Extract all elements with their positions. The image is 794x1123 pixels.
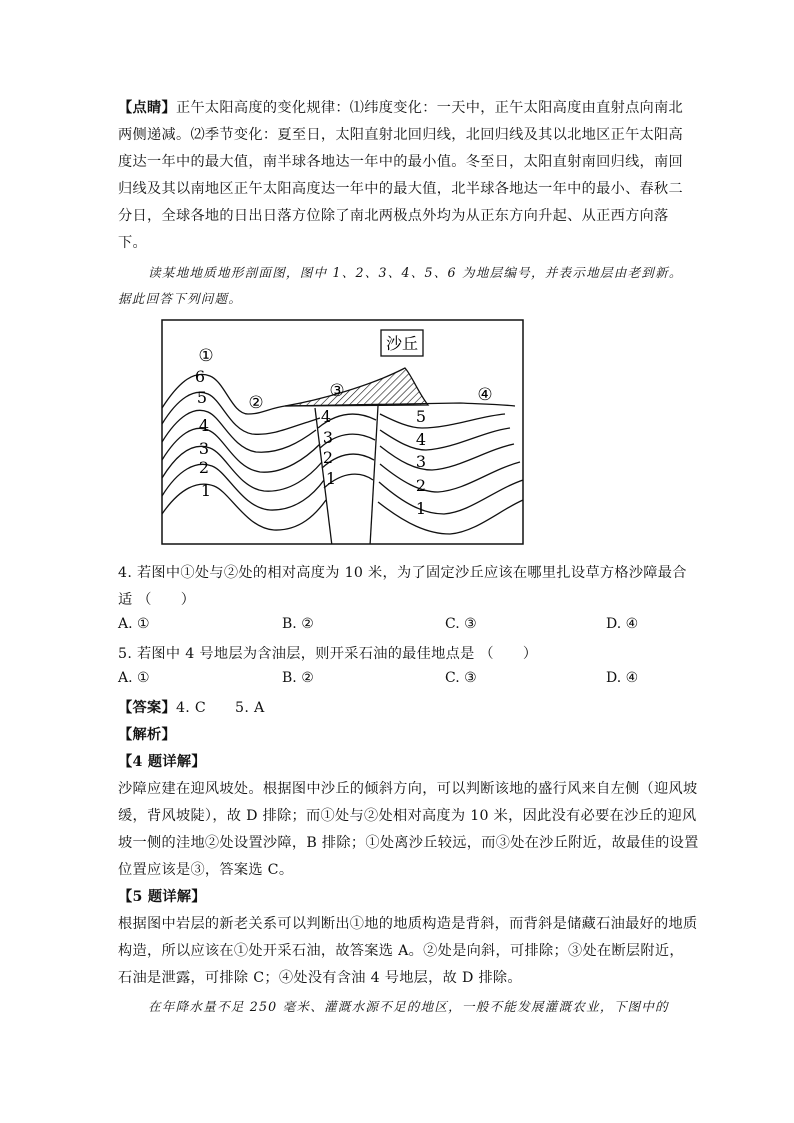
q5-stem: 5. 若图中 4 号地层为含油层，则开采石油的最佳地点是 （ ）: [118, 646, 538, 662]
answer-line: [118, 697, 688, 717]
intro-line-2: 据此回答下列问题。: [118, 291, 243, 306]
d5-heading: 【5 题详解】: [118, 889, 206, 905]
layer-label: 5: [196, 388, 208, 407]
d5-line-2: 构造，所以应该在①处开采石油，故答案选 A。②处是向斜，可排除；③处在断层附近，: [118, 943, 684, 959]
layer-label: 2: [198, 458, 210, 477]
layer-label: 5: [415, 407, 427, 426]
tip-line-4: 归线及其以南地区正午太阳高度达一年中的最大值，北半球各地达一年中的最小、春秋二: [118, 181, 684, 197]
q5-option-d[interactable]: D. ④: [606, 670, 639, 686]
q5-option-c[interactable]: C. ③: [445, 670, 477, 686]
layer-label: 4: [198, 416, 210, 435]
tip-line-3: 度达一年中的最大值，南半球各地达一年中的最小值。冬至日，太阳直射南回归线，南回: [118, 154, 684, 170]
layer-label: 2: [322, 448, 334, 467]
layer-label: 6: [194, 367, 206, 386]
q4-option-b[interactable]: B. ②: [282, 616, 314, 632]
next-question-intro: 在年降水量不足 250 毫米、灌溉水源不足的地区，一般不能发展灌溉农业，下图中的: [148, 999, 669, 1014]
tip-label: 【点睛】: [118, 100, 176, 116]
layer-label: 4: [415, 430, 427, 449]
layer-label: 2: [415, 476, 427, 495]
figure-frame: [162, 320, 523, 544]
q4-option-a[interactable]: A. ①: [118, 616, 150, 632]
layer-label: 3: [322, 428, 334, 447]
q4-stem-line-1: 4. 若图中①处与②处的相对高度为 10 米，为了固定沙丘应该在哪里扎设草方格沙障最合: [118, 565, 687, 581]
marker-4: ④: [477, 385, 493, 405]
tip-line-5: 分日，全球各地的日出日落方位除了南北两极点外均为从正东方向升起、从正西方向落: [118, 208, 669, 224]
analysis-label: 【解析】: [118, 727, 176, 743]
marker-2: ②: [248, 393, 264, 413]
answer-label: 【答案】: [118, 700, 176, 716]
q4-option-c[interactable]: C. ③: [445, 616, 477, 632]
d4-line-4: 位置应该是③，答案选 C。: [118, 862, 294, 878]
layer-label: 3: [198, 439, 210, 458]
marker-1: ①: [198, 346, 214, 366]
d4-line-1: 沙障应建在迎风坡处。根据图中沙丘的倾斜方向，可以判断该地的盛行风来自左侧（迎风坡: [118, 781, 698, 797]
d4-heading: 【4 题详解】: [118, 754, 206, 770]
layer-label: 3: [415, 452, 427, 471]
q4-option-d[interactable]: D. ④: [606, 616, 639, 632]
q4-stem-line-2: 适 （ ）: [118, 592, 196, 608]
d5-line-1: 根据图中岩层的新老关系可以判断出①地的地质构造是背斜，而背斜是储藏石油最好的地质: [118, 916, 698, 932]
marker-3: ③: [329, 381, 345, 401]
q5-option-b[interactable]: B. ②: [282, 670, 314, 686]
intro-line-1: 读某地地质地形剖面图，图中 1、2、3、4、5、6 为地层编号，并表示地层由老到新。: [148, 265, 683, 280]
layer-label: 4: [320, 407, 332, 426]
geologic-cross-section: [160, 318, 525, 546]
tip-line-6: 下。: [118, 235, 147, 251]
answer-text: 4. C 5. A: [175, 700, 265, 716]
layer-label: 1: [415, 499, 427, 518]
tip-line-1: 【点睛】正午太阳高度的变化规律：⑴纬度变化：一天中，正午太阳高度由直射点向南北: [118, 100, 684, 116]
d4-line-2: 缓，背风坡陡），故 D 排除；而①处与②处相对高度为 10 米，因此没有必要在沙丘的迎风: [118, 808, 697, 824]
layer-label: 1: [200, 481, 212, 500]
tip-line-2: 两侧递减。⑵季节变化：夏至日，太阳直射北回归线，北回归线及其以北地区正午太阳高: [118, 127, 684, 143]
d5-line-3: 石油是泄露，可排除 C；④处没有含油 4 号地层，故 D 排除。: [118, 970, 522, 986]
dune-label: 沙丘: [385, 334, 419, 353]
layer-label: 1: [325, 469, 337, 488]
d4-line-3: 坡一侧的洼地②处设置沙障，B 排除；①处离沙丘较远，而③处在沙丘附近，故最佳的设置: [118, 835, 699, 851]
q5-option-a[interactable]: A. ①: [118, 670, 150, 686]
